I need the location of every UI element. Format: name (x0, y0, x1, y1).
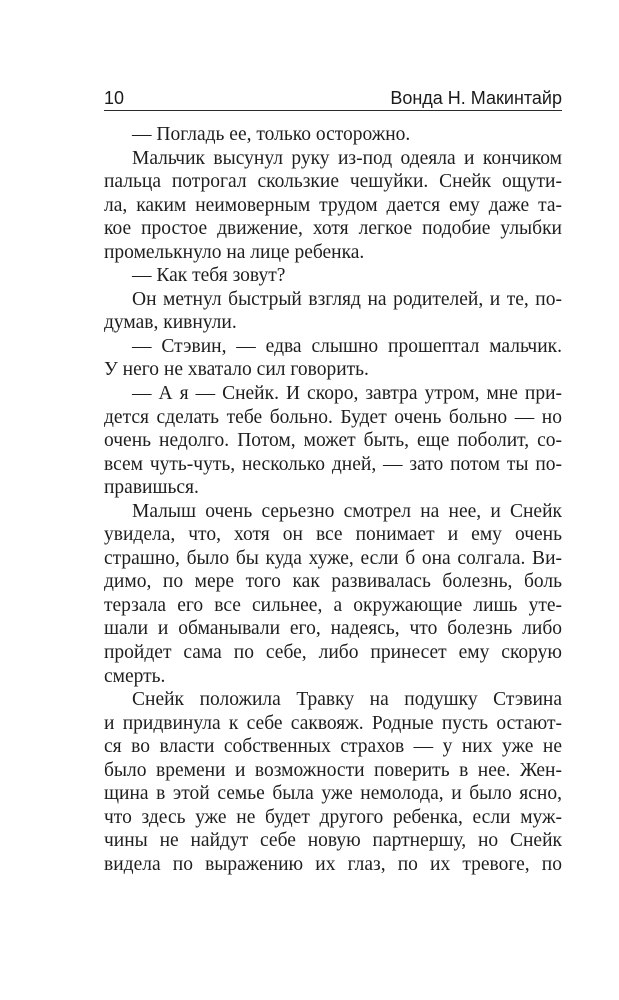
text-line: — Стэвин, — едва слышно прошептал мальчик. (132, 335, 562, 357)
text-line: очень недолго. Потом, может быть, еще поболит, со- (104, 430, 562, 452)
text-line: правишься. (104, 477, 199, 499)
text-line: и придвинула к себе саквояж. Родные пусть остают- (104, 712, 562, 734)
text-line: думав, кивнули. (104, 312, 237, 334)
text-line: — Погладь ее, только осторожно. (132, 124, 411, 145)
text-line: видела по выражению их глаз, по их тревоге, по (104, 853, 562, 875)
text-line: Мальчик высунул руку из-под одеяла и кончиком (132, 147, 562, 169)
text-line: дется сделать тебе больно. Будет очень больно — но (104, 406, 562, 428)
text-line: ла, каким неимоверным трудом дается ему даже та- (104, 194, 562, 216)
text-line: чины не найдут себе новую партнершу, но Снейк (104, 830, 562, 852)
text-line: — Как тебя зовут? (132, 265, 286, 287)
text-line: страшно, было бы куда хуже, если б она солгала. Ви- (104, 547, 562, 569)
text-line: всем чуть-чуть, несколько дней, — зато потом ты по- (104, 453, 562, 475)
text-line: — А я — Снейк. И скоро, завтра утром, мне при- (132, 383, 562, 405)
text-line: ся во власти собственных страхов — у них уже не (104, 736, 562, 758)
header-rule (104, 110, 562, 111)
text-line: димо, по мере того как развивалась болезнь, боль (104, 571, 562, 593)
text-line: У него не хватало сил говорить. (104, 359, 369, 381)
text-line: щина в этой семье была уже немолода, и было ясно, (104, 783, 562, 805)
page-header (104, 80, 562, 110)
text-line: Снейк положила Травку на подушку Стэвина (132, 689, 562, 711)
text-line: кое простое движение, хотя легкое подобие улыбки (104, 218, 562, 240)
text-line: что здесь уже не будет другого ребенка, если муж- (104, 806, 562, 828)
text-line: промелькнуло на лице ребенка. (104, 241, 365, 263)
text-line: увидела, что, хотя он все понимает и ему очень (104, 524, 562, 546)
page-number: 10 (104, 88, 125, 108)
running-title: Вонда Н. Макинтайр (390, 88, 562, 108)
text-line: пройдет сама по себе, либо принесет ему скорую (104, 642, 562, 664)
body-text (104, 123, 562, 877)
text-line: Он метнул быстрый взгляд на родителей, и те, по- (132, 288, 562, 310)
text-line: Малыш очень серьезно смотрел на нее, и Снейк (132, 500, 562, 522)
text-line: пальца потрогал скользкие чешуйки. Снейк ощути- (104, 171, 562, 193)
text-line: было времени и возможности поверить в нее. Жен- (104, 759, 562, 781)
text-line: терзала его все сильнее, а окружающие лишь уте- (104, 594, 562, 616)
text-line: шали и обманывали его, надеясь, что болезнь либо (104, 618, 562, 640)
text-line: смерть. (104, 665, 166, 687)
